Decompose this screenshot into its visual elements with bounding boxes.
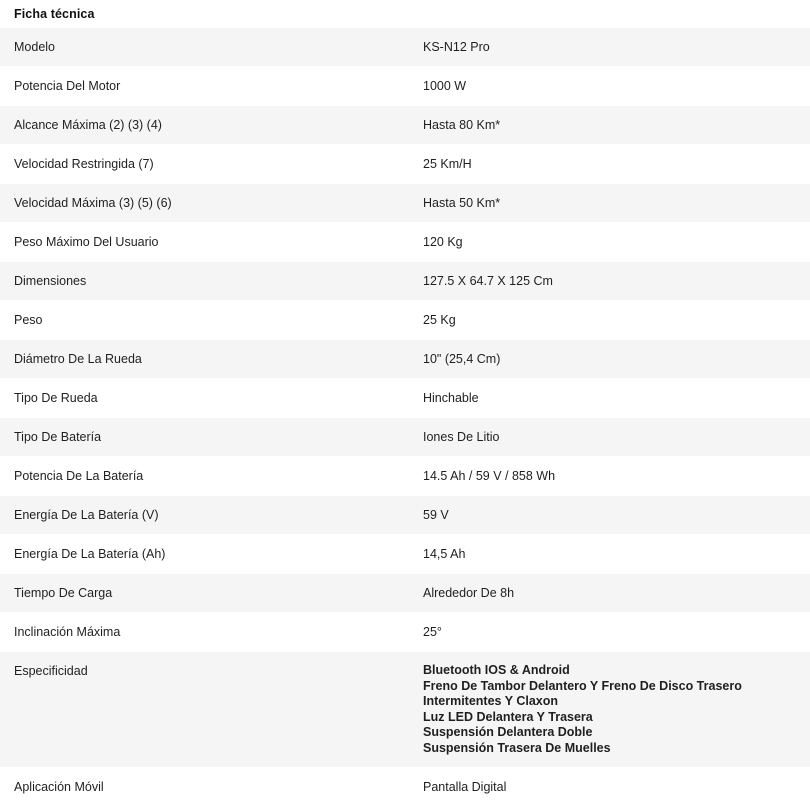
spec-value-line: Pantalla Digital (423, 780, 507, 794)
spec-label: Peso (0, 301, 406, 340)
spec-label: Potencia Del Motor (0, 67, 406, 106)
spec-value (406, 768, 810, 807)
spec-value (406, 379, 810, 418)
table-row (0, 457, 810, 496)
spec-value-line: Hasta 50 Km* (423, 196, 501, 210)
spec-value-line: 10" (25,4 Cm) (423, 352, 501, 366)
spec-value (406, 652, 810, 768)
spec-label: Velocidad Restringida (7) (0, 145, 406, 184)
spec-label: Velocidad Máxima (3) (5) (6) (0, 184, 406, 223)
spec-value-line: 14,5 Ah (423, 547, 466, 561)
spec-table-body (0, 28, 810, 807)
table-row (0, 301, 810, 340)
spec-value (406, 574, 810, 613)
spec-value-line: 25° (423, 625, 442, 639)
table-row (0, 67, 810, 106)
table-row (0, 379, 810, 418)
spec-value (406, 340, 810, 379)
spec-label: Tipo De Batería (0, 418, 406, 457)
spec-value-line: Hasta 80 Km* (423, 118, 501, 132)
spec-value-line: Hinchable (423, 391, 479, 405)
spec-value-line: Suspensión Trasera De Muelles (423, 740, 611, 755)
spec-table (0, 28, 810, 807)
table-row (0, 262, 810, 301)
spec-value-line: Iones De Litio (423, 430, 500, 444)
table-row (0, 145, 810, 184)
spec-value (406, 28, 810, 67)
spec-label: Alcance Máxima (2) (3) (4) (0, 106, 406, 145)
spec-value-line: 59 V (423, 508, 449, 522)
spec-value-line: 1000 W (423, 79, 467, 93)
spec-label: Diámetro De La Rueda (0, 340, 406, 379)
spec-value (406, 223, 810, 262)
spec-label: Energía De La Batería (Ah) (0, 535, 406, 574)
page-title: Ficha técnica (14, 7, 95, 21)
spec-value-line: Luz LED Delantera Y Trasera (423, 709, 593, 724)
spec-value (406, 67, 810, 106)
spec-value-line: Alrededor De 8h (423, 586, 515, 600)
spec-value (406, 145, 810, 184)
table-row (0, 652, 810, 768)
spec-label: Dimensiones (0, 262, 406, 301)
spec-value-line: 25 Km/H (423, 157, 472, 171)
spec-label: Inclinación Máxima (0, 613, 406, 652)
spec-value (406, 418, 810, 457)
table-row (0, 28, 810, 67)
spec-label: Modelo (0, 28, 406, 67)
spec-value (406, 457, 810, 496)
spec-value-line: 25 Kg (423, 313, 456, 327)
spec-value (406, 301, 810, 340)
spec-label: Peso Máximo Del Usuario (0, 223, 406, 262)
spec-value-line: Intermitentes Y Claxon (423, 694, 558, 708)
spec-label: Potencia De La Batería (0, 457, 406, 496)
spec-value-line: KS-N12 Pro (423, 40, 490, 54)
spec-value-line: 14.5 Ah / 59 V / 858 Wh (423, 469, 556, 483)
spec-value (406, 535, 810, 574)
spec-value-line: 120 Kg (423, 235, 463, 249)
spec-value-line: Freno De Tambor Delantero Y Freno De Disco Trasero (423, 678, 742, 693)
table-row (0, 768, 810, 807)
table-row (0, 340, 810, 379)
spec-label: Tipo De Rueda (0, 379, 406, 418)
spec-value (406, 184, 810, 223)
table-row (0, 184, 810, 223)
spec-value-line: Suspensión Delantera Doble (423, 725, 593, 739)
spec-label: Aplicación Móvil (0, 768, 406, 807)
table-row (0, 613, 810, 652)
spec-label: Especificidad (0, 652, 406, 768)
spec-value-line: 127.5 X 64.7 X 125 Cm (423, 274, 553, 288)
spec-value (406, 262, 810, 301)
table-row (0, 535, 810, 574)
table-row (0, 106, 810, 145)
spec-value-line: Bluetooth IOS & Android (423, 663, 570, 677)
table-row (0, 574, 810, 613)
table-row (0, 223, 810, 262)
table-row (0, 496, 810, 535)
spec-value (406, 613, 810, 652)
spec-label: Energía De La Batería (V) (0, 496, 406, 535)
spec-value (406, 106, 810, 145)
table-row (0, 418, 810, 457)
spec-label: Tiempo De Carga (0, 574, 406, 613)
spec-value (406, 496, 810, 535)
